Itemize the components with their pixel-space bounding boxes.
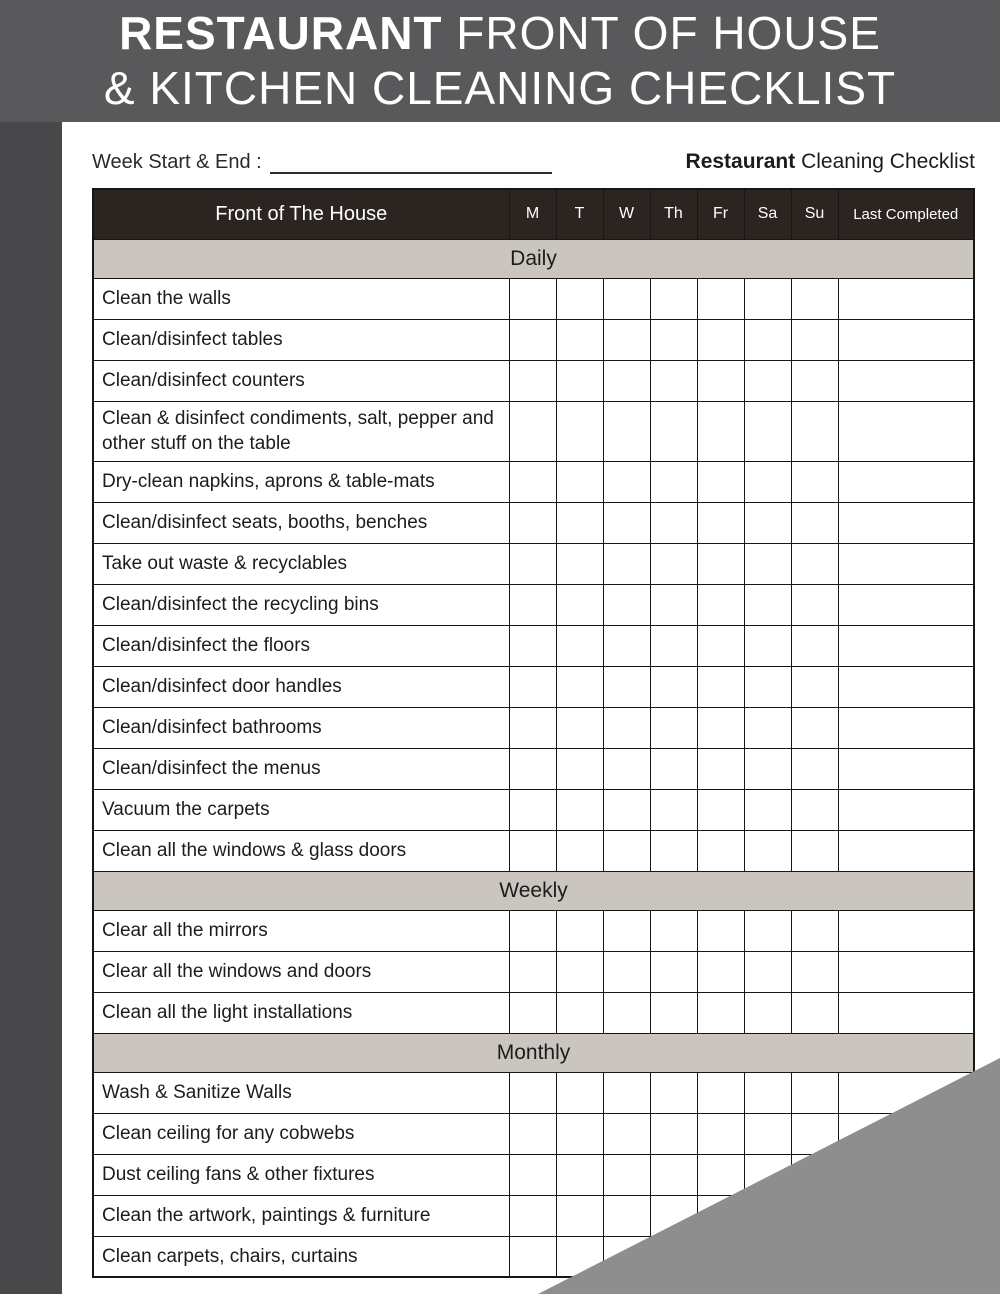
check-cell-th[interactable] (650, 748, 697, 789)
check-cell-m[interactable] (509, 830, 556, 871)
task-label: Clean all the light installations (93, 992, 509, 1033)
check-cell-sa[interactable] (744, 502, 791, 543)
last-completed-cell[interactable] (838, 319, 974, 360)
check-cell-w[interactable] (603, 401, 650, 461)
task-row (93, 707, 974, 748)
check-cell-w[interactable] (603, 1113, 650, 1154)
check-cell-sa[interactable] (744, 278, 791, 319)
check-cell-m[interactable] (509, 666, 556, 707)
check-cell-th[interactable] (650, 319, 697, 360)
check-cell-m[interactable] (509, 1236, 556, 1277)
check-cell-m[interactable] (509, 1195, 556, 1236)
check-cell-th[interactable] (650, 584, 697, 625)
check-cell-w[interactable] (603, 1154, 650, 1195)
check-cell-t[interactable] (556, 951, 603, 992)
section-header-monthly: Monthly (93, 1033, 974, 1072)
last-completed-cell[interactable] (838, 666, 974, 707)
check-cell-w[interactable] (603, 951, 650, 992)
task-row (93, 278, 974, 319)
check-cell-fr[interactable] (697, 910, 744, 951)
check-cell-fr[interactable] (697, 360, 744, 401)
last-completed-cell[interactable] (838, 401, 974, 461)
week-blank-line[interactable] (270, 154, 552, 174)
cover-title-rest: FRONT OF HOUSE (442, 7, 881, 59)
check-cell-sa[interactable] (744, 910, 791, 951)
check-cell-fr[interactable] (697, 502, 744, 543)
check-cell-w[interactable] (603, 584, 650, 625)
check-cell-su[interactable] (791, 789, 838, 830)
last-completed-cell[interactable] (838, 625, 974, 666)
task-label: Clean/disinfect door handles (93, 666, 509, 707)
check-cell-t[interactable] (556, 1154, 603, 1195)
check-cell-fr[interactable] (697, 830, 744, 871)
task-row (93, 360, 974, 401)
check-cell-th[interactable] (650, 401, 697, 461)
check-cell-m[interactable] (509, 401, 556, 461)
check-cell-su[interactable] (791, 707, 838, 748)
check-cell-sa[interactable] (744, 789, 791, 830)
check-cell-fr[interactable] (697, 543, 744, 584)
week-label: Week Start & End : (92, 151, 262, 173)
task-label: Clear all the mirrors (93, 910, 509, 951)
check-cell-fr[interactable] (697, 707, 744, 748)
check-cell-su[interactable] (791, 461, 838, 502)
check-cell-sa[interactable] (744, 748, 791, 789)
check-cell-th[interactable] (650, 910, 697, 951)
page (62, 122, 1000, 1294)
section-header-daily: Daily (93, 239, 974, 278)
task-row (93, 461, 974, 502)
check-cell-m[interactable] (509, 360, 556, 401)
task-label: Clean/disinfect seats, booths, benches (93, 502, 509, 543)
check-cell-m[interactable] (509, 625, 556, 666)
check-cell-m[interactable] (509, 951, 556, 992)
check-cell-m[interactable] (509, 789, 556, 830)
check-cell-th[interactable] (650, 1154, 697, 1195)
week-start-end-field (92, 151, 552, 174)
last-completed-cell[interactable] (838, 789, 974, 830)
check-cell-su[interactable] (791, 401, 838, 461)
check-cell-m[interactable] (509, 461, 556, 502)
check-cell-sa[interactable] (744, 830, 791, 871)
page-subtitle (686, 150, 975, 174)
check-cell-w[interactable] (603, 666, 650, 707)
check-cell-t[interactable] (556, 707, 603, 748)
check-cell-sa[interactable] (744, 401, 791, 461)
col-header-last-completed: Last Completed (838, 189, 974, 239)
check-cell-th[interactable] (650, 625, 697, 666)
check-cell-fr[interactable] (697, 461, 744, 502)
check-cell-m[interactable] (509, 910, 556, 951)
check-cell-th[interactable] (650, 666, 697, 707)
task-row (93, 319, 974, 360)
task-row (93, 401, 974, 461)
check-cell-su[interactable] (791, 502, 838, 543)
check-cell-su[interactable] (791, 748, 838, 789)
col-header-sa: Sa (744, 189, 791, 239)
check-cell-sa[interactable] (744, 625, 791, 666)
check-cell-w[interactable] (603, 789, 650, 830)
check-cell-t[interactable] (556, 584, 603, 625)
check-cell-t[interactable] (556, 789, 603, 830)
check-cell-su[interactable] (791, 625, 838, 666)
task-label: Vacuum the carpets (93, 789, 509, 830)
check-cell-su[interactable] (791, 1072, 838, 1113)
task-label: Clean carpets, chairs, curtains (93, 1236, 509, 1277)
check-cell-fr[interactable] (697, 584, 744, 625)
task-label: Dust ceiling fans & other fixtures (93, 1154, 509, 1195)
task-label: Clean/disinfect the menus (93, 748, 509, 789)
task-row (93, 951, 974, 992)
check-cell-th[interactable] (650, 789, 697, 830)
check-cell-m[interactable] (509, 319, 556, 360)
check-cell-m[interactable] (509, 543, 556, 584)
last-completed-cell[interactable] (838, 278, 974, 319)
task-row (93, 830, 974, 871)
check-cell-m[interactable] (509, 584, 556, 625)
check-cell-w[interactable] (603, 707, 650, 748)
task-label: Clear all the windows and doors (93, 951, 509, 992)
check-cell-sa[interactable] (744, 461, 791, 502)
last-completed-cell[interactable] (838, 461, 974, 502)
task-label: Clean the walls (93, 278, 509, 319)
check-cell-w[interactable] (603, 502, 650, 543)
check-cell-w[interactable] (603, 625, 650, 666)
subtitle-bold: Restaurant (685, 150, 796, 173)
left-stripe (0, 122, 62, 1294)
section-row-weekly (93, 871, 974, 910)
col-header-w: W (603, 189, 650, 239)
check-cell-su[interactable] (791, 278, 838, 319)
check-cell-th[interactable] (650, 1113, 697, 1154)
cover-title-bold: RESTAURANT (119, 7, 443, 59)
check-cell-th[interactable] (650, 707, 697, 748)
check-cell-fr[interactable] (697, 748, 744, 789)
check-cell-m[interactable] (509, 502, 556, 543)
check-cell-t[interactable] (556, 1113, 603, 1154)
section-row-daily (93, 239, 974, 278)
task-row (93, 1072, 974, 1113)
cover-title-line2: & KITCHEN CLEANING CHECKLIST (103, 62, 897, 114)
last-completed-cell[interactable] (838, 707, 974, 748)
cover-banner (0, 0, 1000, 122)
check-cell-fr[interactable] (697, 1113, 744, 1154)
check-cell-t[interactable] (556, 461, 603, 502)
check-cell-sa[interactable] (744, 1072, 791, 1113)
check-cell-t[interactable] (556, 319, 603, 360)
check-cell-w[interactable] (603, 543, 650, 584)
check-cell-w[interactable] (603, 830, 650, 871)
check-cell-th[interactable] (650, 1072, 697, 1113)
task-label: Clean/disinfect counters (93, 360, 509, 401)
task-label: Clean all the windows & glass doors (93, 830, 509, 871)
cover-title-line1 (0, 6, 1000, 61)
check-cell-w[interactable] (603, 461, 650, 502)
page-head (92, 144, 975, 174)
last-completed-cell[interactable] (838, 360, 974, 401)
check-cell-w[interactable] (603, 1195, 650, 1236)
check-cell-sa[interactable] (744, 666, 791, 707)
task-label: Clean/disinfect bathrooms (93, 707, 509, 748)
check-cell-t[interactable] (556, 910, 603, 951)
check-cell-th[interactable] (650, 830, 697, 871)
task-row (93, 584, 974, 625)
task-label: Clean/disinfect the floors (93, 625, 509, 666)
check-cell-m[interactable] (509, 1113, 556, 1154)
task-label: Clean/disinfect the recycling bins (93, 584, 509, 625)
check-cell-t[interactable] (556, 401, 603, 461)
task-row (93, 666, 974, 707)
check-cell-fr[interactable] (697, 951, 744, 992)
check-cell-t[interactable] (556, 1195, 603, 1236)
check-cell-t[interactable] (556, 1072, 603, 1113)
check-cell-t[interactable] (556, 666, 603, 707)
check-cell-th[interactable] (650, 992, 697, 1033)
check-cell-sa[interactable] (744, 951, 791, 992)
check-cell-fr[interactable] (697, 789, 744, 830)
check-cell-m[interactable] (509, 992, 556, 1033)
last-completed-cell[interactable] (838, 502, 974, 543)
check-cell-su[interactable] (791, 992, 838, 1033)
last-completed-cell[interactable] (838, 830, 974, 871)
task-row (93, 502, 974, 543)
check-cell-fr[interactable] (697, 992, 744, 1033)
table-header-row (93, 189, 974, 239)
check-cell-t[interactable] (556, 992, 603, 1033)
task-row (93, 910, 974, 951)
task-label: Clean/disinfect tables (93, 319, 509, 360)
check-cell-th[interactable] (650, 543, 697, 584)
check-cell-sa[interactable] (744, 319, 791, 360)
check-cell-th[interactable] (650, 502, 697, 543)
section-header-weekly: Weekly (93, 871, 974, 910)
check-cell-w[interactable] (603, 278, 650, 319)
task-label: Clean the artwork, paintings & furniture (93, 1195, 509, 1236)
check-cell-th[interactable] (650, 951, 697, 992)
check-cell-m[interactable] (509, 748, 556, 789)
col-header-su: Su (791, 189, 838, 239)
check-cell-fr[interactable] (697, 625, 744, 666)
col-header-t: T (556, 189, 603, 239)
check-cell-m[interactable] (509, 1072, 556, 1113)
check-cell-su[interactable] (791, 951, 838, 992)
check-cell-su[interactable] (791, 830, 838, 871)
last-completed-cell[interactable] (838, 992, 974, 1033)
last-completed-cell[interactable] (838, 910, 974, 951)
col-header-front-of-house: Front of The House (93, 189, 509, 239)
check-cell-w[interactable] (603, 360, 650, 401)
col-header-fr: Fr (697, 189, 744, 239)
check-cell-sa[interactable] (744, 992, 791, 1033)
task-row (93, 543, 974, 584)
task-label: Dry-clean napkins, aprons & table-mats (93, 461, 509, 502)
task-label: Clean ceiling for any cobwebs (93, 1113, 509, 1154)
check-cell-fr[interactable] (697, 401, 744, 461)
check-cell-fr[interactable] (697, 666, 744, 707)
check-cell-su[interactable] (791, 360, 838, 401)
col-header-th: Th (650, 189, 697, 239)
cleaning-checklist-table (92, 188, 975, 1278)
task-label: Clean & disinfect condiments, salt, pepper and other stuff on the table (93, 401, 509, 461)
subtitle-rest: Cleaning Checklist (795, 150, 975, 173)
check-cell-t[interactable] (556, 748, 603, 789)
check-cell-fr[interactable] (697, 1072, 744, 1113)
task-row (93, 992, 974, 1033)
col-header-m: M (509, 189, 556, 239)
check-cell-th[interactable] (650, 461, 697, 502)
check-cell-w[interactable] (603, 319, 650, 360)
check-cell-fr[interactable] (697, 319, 744, 360)
check-cell-fr[interactable] (697, 278, 744, 319)
task-row (93, 748, 974, 789)
check-cell-w[interactable] (603, 910, 650, 951)
check-cell-t[interactable] (556, 830, 603, 871)
check-cell-sa[interactable] (744, 584, 791, 625)
section-row-monthly (93, 1033, 974, 1072)
last-completed-cell[interactable] (838, 584, 974, 625)
check-cell-m[interactable] (509, 707, 556, 748)
check-cell-th[interactable] (650, 360, 697, 401)
check-cell-su[interactable] (791, 584, 838, 625)
task-label: Take out waste & recyclables (93, 543, 509, 584)
check-cell-w[interactable] (603, 748, 650, 789)
check-cell-sa[interactable] (744, 1113, 791, 1154)
check-cell-su[interactable] (791, 319, 838, 360)
task-row (93, 789, 974, 830)
check-cell-sa[interactable] (744, 543, 791, 584)
check-cell-fr[interactable] (697, 1154, 744, 1195)
check-cell-th[interactable] (650, 278, 697, 319)
check-cell-t[interactable] (556, 625, 603, 666)
task-row (93, 625, 974, 666)
last-completed-cell[interactable] (838, 543, 974, 584)
last-completed-cell[interactable] (838, 951, 974, 992)
check-cell-su[interactable] (791, 910, 838, 951)
check-cell-m[interactable] (509, 278, 556, 319)
check-cell-t[interactable] (556, 360, 603, 401)
check-cell-w[interactable] (603, 1072, 650, 1113)
check-cell-t[interactable] (556, 543, 603, 584)
check-cell-sa[interactable] (744, 707, 791, 748)
check-cell-t[interactable] (556, 278, 603, 319)
task-label: Wash & Sanitize Walls (93, 1072, 509, 1113)
checklist-body (93, 239, 974, 1277)
check-cell-t[interactable] (556, 502, 603, 543)
check-cell-w[interactable] (603, 992, 650, 1033)
check-cell-sa[interactable] (744, 360, 791, 401)
check-cell-m[interactable] (509, 1154, 556, 1195)
check-cell-su[interactable] (791, 543, 838, 584)
last-completed-cell[interactable] (838, 748, 974, 789)
check-cell-su[interactable] (791, 666, 838, 707)
